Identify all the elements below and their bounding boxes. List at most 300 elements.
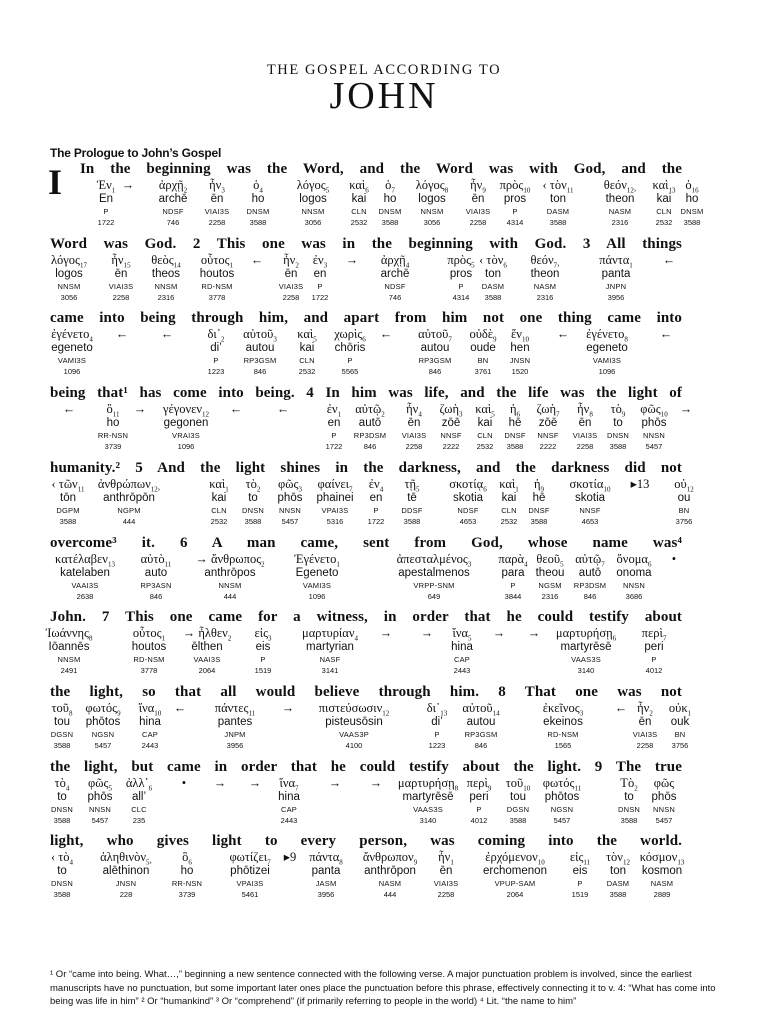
parsing-code: DNSM xyxy=(680,207,704,216)
word-order-number: 7 xyxy=(348,485,353,494)
word-order-number: 16 xyxy=(691,186,699,195)
greek-word: καὶ$_1$ xyxy=(499,476,519,494)
strongs-number: 2064 xyxy=(198,666,216,676)
transliteration: pantes xyxy=(217,715,253,728)
parsing-code: CLN xyxy=(211,505,227,515)
greek-word: ἐκεῖνος$_3$ xyxy=(542,700,584,718)
greek-word: φῶς$_5$ xyxy=(88,775,112,793)
parsing-code: DASM xyxy=(546,207,570,216)
word-order-number: 14 xyxy=(173,261,181,270)
greek-word: ὁ$_7$ xyxy=(385,178,395,195)
transliteration: En xyxy=(98,193,114,205)
parsing-code: P xyxy=(651,655,657,665)
parsing-code: VRAI3S xyxy=(172,431,200,441)
transliteration: to xyxy=(57,790,67,803)
strongs-number: 3956 xyxy=(226,740,244,750)
strongs-number: 1722 xyxy=(367,516,385,526)
greek-word: λόγος$_8$ xyxy=(415,178,449,195)
word-order-number: 2 xyxy=(227,634,232,643)
transliteration: apestalmenos xyxy=(398,566,470,579)
transliteration: kai xyxy=(299,342,315,355)
greek-word: θεὸς$_{14}$ xyxy=(151,252,181,270)
parsing-code: P xyxy=(260,655,266,665)
greek-word: ← xyxy=(276,402,290,417)
strongs-number: 3756 xyxy=(675,516,693,526)
greek-word: θεοῦ$_5$ xyxy=(536,551,564,568)
strongs-number: 3761 xyxy=(474,367,492,377)
transliteration: anthrōpon xyxy=(364,865,416,878)
parsing-code: NASM xyxy=(533,281,557,291)
strongs-number: 2258 xyxy=(636,740,654,750)
strongs-number: 3588 xyxy=(683,218,701,227)
greek-word: αὐτοῦ$_3$ xyxy=(243,327,277,344)
transliteration: phōs xyxy=(641,417,667,430)
word-order-number: 9 xyxy=(487,784,492,793)
greek-word: → xyxy=(328,775,342,790)
transliteration: pros xyxy=(503,193,527,205)
greek-word: καὶ$_5$ xyxy=(475,402,495,419)
greek-word: οὐκ$_1$ xyxy=(668,700,692,718)
greek-word: ἵνα$_{10}$ xyxy=(138,700,162,718)
interlinear-line xyxy=(45,608,682,682)
greek-word: → xyxy=(379,626,393,641)
parsing-code: RR-NSN xyxy=(97,431,129,441)
strongs-number: 3739 xyxy=(178,890,196,900)
strongs-number: 235 xyxy=(132,815,146,825)
greek-word: τὸ$_2$ xyxy=(245,476,261,494)
transliteration: gegonen xyxy=(163,417,209,430)
section-heading: The Prologue to John’s Gospel xyxy=(50,146,222,160)
transliteration: en xyxy=(369,491,383,504)
word-order-number: 13 xyxy=(668,186,676,195)
greek-word: οὗτος$_1$ xyxy=(200,252,234,270)
transliteration: autou xyxy=(420,342,450,355)
english-line: being that¹ has come into being. 4 In him was life, and the life was the light of xyxy=(50,385,682,402)
strongs-number: 3844 xyxy=(504,591,522,601)
word-order-number: 7 xyxy=(267,858,271,867)
greek-word: Ἐγένετο$_1$ xyxy=(294,551,340,568)
word-order-number: 4 xyxy=(354,634,359,643)
parsing-code: CAP xyxy=(453,655,471,665)
transliteration: to xyxy=(613,417,623,430)
strongs-number: 3056 xyxy=(60,292,78,302)
word-order-number: 10 xyxy=(603,485,611,494)
greek-word: → xyxy=(213,775,227,790)
parsing-code: DNSN xyxy=(617,804,641,814)
english-line: the light, but came in order that he could testify about the light. 9 The true xyxy=(50,758,682,775)
strongs-number: 2443 xyxy=(280,815,298,825)
transliteration: Iōannēs xyxy=(48,641,90,654)
transliteration: hina xyxy=(139,715,161,728)
greek-word: καὶ$_5$ xyxy=(297,327,317,344)
strongs-number: 3588 xyxy=(381,218,399,227)
transliteration: to xyxy=(57,865,67,878)
greek-word: ὄνομα$_6$ xyxy=(616,551,652,568)
parsing-code: CAP xyxy=(141,729,159,739)
strongs-number: 846 xyxy=(583,591,597,601)
word-order-number: 1 xyxy=(450,858,454,867)
strongs-number: 3588 xyxy=(53,815,71,825)
word-order-number: 10 xyxy=(523,186,531,195)
interlinear-line xyxy=(80,160,704,234)
transliteration: phōtos xyxy=(85,715,121,728)
parsing-code: P xyxy=(317,281,323,291)
strongs-number: 2258 xyxy=(282,292,300,302)
greek-word: ‹ τὸ$_4$ xyxy=(50,850,74,867)
strongs-number: 5457 xyxy=(645,442,663,452)
greek-word: ← xyxy=(115,327,129,342)
word-order-number: 2 xyxy=(295,261,299,270)
parsing-code: NNSM xyxy=(154,281,178,291)
parsing-code: P xyxy=(331,431,337,441)
word-order-number: 8 xyxy=(444,186,449,195)
parsing-code: NNSM xyxy=(420,207,444,216)
greek-word: $\delta\iota᾽_2$ xyxy=(207,327,225,344)
greek-word: ἀπεσταλμένος$_3$ xyxy=(396,551,472,568)
strongs-number: 2222 xyxy=(442,442,460,452)
greek-word: Ἰωάννης$_8$ xyxy=(45,626,93,643)
parsing-code: JNSN xyxy=(115,879,137,889)
greek-word: ἡ$_9$ xyxy=(533,476,545,494)
strongs-number: 1519 xyxy=(254,666,272,676)
greek-word: ἦν$_4$ xyxy=(406,402,422,419)
word-order-number: 10 xyxy=(660,410,668,419)
parsing-code: JNPN xyxy=(605,281,627,291)
parsing-code: NNSF xyxy=(579,505,601,515)
transliteration: houtos xyxy=(199,267,235,280)
greek-word: καὶ$_{13}$ xyxy=(652,178,676,195)
word-order-number: 11 xyxy=(574,784,582,793)
greek-word: ‹ τὸν$_6$ xyxy=(479,252,507,270)
word-order-number: 5 xyxy=(313,335,317,344)
greek-word: → xyxy=(420,626,434,641)
strongs-number: 2258 xyxy=(405,442,423,452)
greek-word: ἦν$_2$ xyxy=(637,700,653,718)
word-order-number: 6 xyxy=(483,485,487,494)
parsing-code: DGPM xyxy=(56,505,80,515)
greek-word: φωτός$_9$ xyxy=(85,700,121,718)
interlinear-line xyxy=(50,534,682,608)
parsing-code: NGSM xyxy=(538,580,562,590)
transliteration: auto xyxy=(144,566,168,579)
transliteration: hina xyxy=(451,641,473,654)
transliteration: theos xyxy=(151,267,181,280)
strongs-number: 1722 xyxy=(325,442,343,452)
transliteration: ēn xyxy=(407,417,421,430)
word-order-number: 1 xyxy=(225,485,229,494)
strongs-number: 4012 xyxy=(470,815,488,825)
transliteration: autou xyxy=(245,342,275,355)
strongs-number: 3140 xyxy=(577,666,595,676)
parsing-code: DNSM xyxy=(378,207,402,216)
word-order-number: 11 xyxy=(77,485,85,494)
greek-word: ‹ τῶν$_{11}$ xyxy=(51,476,85,494)
transliteration: phainei xyxy=(316,491,354,504)
word-order-number: 5 xyxy=(468,634,472,643)
strongs-number: 2532 xyxy=(298,367,316,377)
english-line: Word was God. 2 This one was in the beginning with God. 3 All things xyxy=(50,235,682,252)
parsing-code: NNSN xyxy=(278,505,302,515)
strongs-number: 3588 xyxy=(530,516,548,526)
strongs-number: 649 xyxy=(427,591,441,601)
greek-word: γέγονεν$_{12}$ xyxy=(162,402,210,419)
transliteration: tōn xyxy=(60,491,76,504)
parsing-code: DNSN xyxy=(50,804,74,814)
greek-word: αὐτοῦ$_7$ xyxy=(418,327,452,344)
greek-word: ὁ$_4$ xyxy=(253,178,263,195)
strongs-number: 2316 xyxy=(536,292,554,302)
transliteration: logos xyxy=(299,193,327,205)
parsing-code: VIAI3S xyxy=(108,281,134,291)
transliteration: skotia xyxy=(452,491,484,504)
strongs-number: 3739 xyxy=(104,442,122,452)
strongs-number: 2532 xyxy=(655,218,673,227)
parsing-code: CAP xyxy=(280,804,298,814)
parsing-code: RP3DSM xyxy=(573,580,607,590)
word-order-number: 13 xyxy=(677,858,685,867)
parsing-code: P xyxy=(458,281,464,291)
transliteration: phōtos xyxy=(544,790,580,803)
transliteration: peri xyxy=(469,790,489,803)
transliteration: kai xyxy=(477,417,493,430)
transliteration: martyrēsē xyxy=(560,641,612,654)
transliteration: kai xyxy=(211,491,227,504)
transliteration: zōē xyxy=(538,417,558,430)
greek-word: → xyxy=(679,402,693,417)
strongs-number: 1520 xyxy=(511,367,529,377)
strongs-number: 3956 xyxy=(317,890,335,900)
transliteration: kai xyxy=(351,193,367,205)
word-order-number: 6 xyxy=(647,560,652,568)
word-order-number: 4 xyxy=(418,410,422,419)
greek-word: → xyxy=(345,252,359,267)
transliteration: oude xyxy=(470,342,496,355)
greek-word: ζωὴ$_3$ xyxy=(439,402,463,419)
transliteration: anthrōpos xyxy=(204,566,256,579)
parsing-code: NNSN xyxy=(88,804,112,814)
word-order-number: 8 xyxy=(589,410,593,419)
transliteration: skotia xyxy=(574,491,606,504)
parsing-code: VPAI3S xyxy=(321,505,349,515)
transliteration: ton xyxy=(550,193,566,205)
greek-word: ἦν$_8$ xyxy=(577,402,593,419)
parsing-code: DNSF xyxy=(504,431,526,441)
parsing-code: RP3ASN xyxy=(140,580,172,590)
greek-word: ἀνθρώπων$_{12›}$ xyxy=(97,476,161,494)
transliteration: panta xyxy=(601,267,631,280)
greek-word: ἄνθρωπον$_9$ xyxy=(362,850,418,867)
strongs-number: 5457 xyxy=(655,815,673,825)
greek-word: φῶς xyxy=(653,775,675,790)
greek-word: → xyxy=(492,626,506,641)
word-order-number: 17 xyxy=(80,261,88,270)
strongs-number: 3956 xyxy=(607,292,625,302)
parsing-code: VIAI3S xyxy=(401,431,427,441)
parsing-code: RD-NSM xyxy=(547,729,579,739)
strongs-number: 3588 xyxy=(403,516,421,526)
parsing-code: VAMI3S xyxy=(592,356,622,366)
transliteration: to xyxy=(248,491,258,504)
parsing-code: BN xyxy=(477,356,489,366)
transliteration: erchomenon xyxy=(483,865,547,878)
parsing-code: NGPM xyxy=(117,505,141,515)
word-order-number: 11 xyxy=(566,186,574,195)
word-order-number: 1 xyxy=(161,634,166,643)
strongs-number: 444 xyxy=(383,890,397,900)
word-order-number: 2 xyxy=(183,186,188,195)
greek-word: αὐτοῦ$_{14}$ xyxy=(462,700,500,718)
greek-word: σκοτία$_{10}$ xyxy=(569,476,611,494)
greek-word: ἐν$_1$ xyxy=(326,402,342,419)
strongs-number: 1722 xyxy=(97,218,115,227)
word-order-number: 5 xyxy=(416,485,420,494)
greek-word: λόγος$_{17}$ xyxy=(50,252,88,270)
strongs-number: 1096 xyxy=(177,442,195,452)
greek-word: → xyxy=(133,402,147,417)
greek-word: φῶς$_3$ xyxy=(278,476,302,494)
parsing-code: RP3GSM xyxy=(464,729,498,739)
strongs-number: 228 xyxy=(119,890,133,900)
transliteration: hē xyxy=(508,417,522,430)
strongs-number: 3778 xyxy=(140,666,158,676)
greek-word: αὐτῷ$_7$ xyxy=(575,551,605,568)
strongs-number: 3588 xyxy=(609,890,627,900)
word-order-number: 7 xyxy=(391,186,395,195)
strongs-number: 3056 xyxy=(423,218,441,227)
greek-word: πάντα$_8$ xyxy=(309,850,343,867)
transliteration: ton xyxy=(610,865,626,878)
strongs-number: 2491 xyxy=(60,666,78,676)
greek-word: ← xyxy=(62,402,76,417)
strongs-number: 3588 xyxy=(509,815,527,825)
greek-word: παρὰ$_4$ xyxy=(498,551,528,568)
transliteration: pros xyxy=(449,267,473,280)
greek-word: μαρτυρίαν$_4$ xyxy=(301,626,359,643)
word-order-number: 1 xyxy=(515,485,519,494)
strongs-number: 846 xyxy=(253,367,267,377)
greek-word: φῶς$_{10}$ xyxy=(640,402,668,419)
transliteration: en xyxy=(313,267,327,280)
transliteration: theon xyxy=(605,193,635,205)
parsing-code: VAAI3S xyxy=(71,580,99,590)
greek-word: ὃ$_6$ xyxy=(182,850,192,867)
word-order-number: 7› xyxy=(553,261,560,270)
word-order-number: 9 xyxy=(117,709,121,718)
strongs-number: 2316 xyxy=(611,218,629,227)
transliteration: anthrōpōn xyxy=(103,491,155,504)
word-order-number: 1 xyxy=(111,186,116,195)
greek-word: • xyxy=(671,551,677,566)
parsing-code: VIAI3S xyxy=(572,431,598,441)
word-order-number: 10 xyxy=(523,784,531,793)
word-order-number: 4 xyxy=(89,335,93,344)
word-order-number: 10 xyxy=(521,335,529,344)
strongs-number: 1223 xyxy=(207,367,225,377)
word-order-number: 12› xyxy=(150,485,161,494)
parsing-code: NDSF xyxy=(384,281,406,291)
parsing-code: VRPP-SNM xyxy=(413,580,455,590)
transliteration: ēn xyxy=(114,267,128,280)
greek-word: τὸ$_9$ xyxy=(610,402,626,419)
footnotes: ¹ Or “came into being. What…,” beginning a new sentence connected with the following verse. A major punctuation problem is involved, since the earliest manuscripts have no punctuation, but some important later ones place the punctuation before this phrase, effectively connecting it to v. 4: “What has come into being was life in him” ² Or “humankind” ³ Or “comprehend” (if primarily referring to people in the world) ⁴ Lit. “the name to him” xyxy=(50,969,716,1007)
parsing-code: RP3DSM xyxy=(353,431,387,441)
word-order-number: 4 xyxy=(69,858,74,867)
transliteration: tou xyxy=(54,715,70,728)
parsing-code: NDSF xyxy=(457,505,479,515)
greek-word: περὶ$_9$ xyxy=(466,775,492,793)
word-order-number: 8 xyxy=(624,335,628,344)
word-order-number: 7 xyxy=(662,634,667,643)
english-line: In the beginning was the Word, and the Word was with God, and the xyxy=(80,161,682,177)
word-order-number: 6 xyxy=(516,410,521,419)
strongs-number: 1519 xyxy=(571,890,589,900)
transliteration: ēn xyxy=(471,193,485,205)
word-order-number: 2 xyxy=(261,560,265,568)
parsing-code: NASM xyxy=(650,879,674,889)
parsing-code: VAMI3S xyxy=(302,580,332,590)
book-kicker: THE GOSPEL ACCORDING TO xyxy=(266,62,502,78)
greek-word: ἀληθινὸν$_{5›}$ xyxy=(100,850,152,867)
parsing-code: DNSM xyxy=(246,207,270,216)
strongs-number: 2258 xyxy=(112,292,130,302)
greek-word: ζωὴ$_7$ xyxy=(536,402,560,419)
word-order-number: 4 xyxy=(259,186,263,195)
transliteration: ho xyxy=(685,193,699,205)
transliteration: chōris xyxy=(334,342,366,355)
parsing-code: DNSN xyxy=(50,879,74,889)
transliteration: ēn xyxy=(210,193,224,205)
parsing-code: P xyxy=(476,804,482,814)
strongs-number: 3140 xyxy=(419,815,437,825)
strongs-number: 4314 xyxy=(506,218,524,227)
parsing-code: NNSM xyxy=(301,207,325,216)
word-order-number: 8 xyxy=(68,709,73,718)
strongs-number: 846 xyxy=(363,442,377,452)
word-order-number: 1 xyxy=(229,261,234,270)
greek-word: μαρτυρήσῃ$_6$ xyxy=(555,626,617,643)
word-order-number: 12 xyxy=(622,858,630,867)
english-line: John. 7 This one came for a witness, in order that he could testify about xyxy=(50,609,682,626)
transliteration: kai xyxy=(501,491,517,504)
interlinear-line xyxy=(50,384,693,458)
word-order-number: 13 xyxy=(107,560,115,568)
english-line: overcome³ it. 6 A man came, sent from God, whose name was⁴ xyxy=(50,534,682,551)
parsing-code: NASM xyxy=(378,879,402,889)
greek-word: ← xyxy=(614,700,628,715)
transliteration: ton xyxy=(485,267,501,280)
word-order-number: 13 xyxy=(440,709,448,718)
strongs-number: 1096 xyxy=(308,591,326,601)
parsing-code: P xyxy=(213,356,219,366)
transliteration: phōs xyxy=(651,790,677,803)
strongs-number: 3056 xyxy=(304,218,322,227)
interlinear-line xyxy=(50,832,685,906)
word-order-number: 4 xyxy=(405,261,410,270)
strongs-number: 2532 xyxy=(500,516,518,526)
parsing-code: NGSN xyxy=(550,804,574,814)
strongs-number: 746 xyxy=(166,218,180,227)
word-order-number: 9 xyxy=(621,410,626,419)
interlinear-line xyxy=(50,459,694,533)
word-order-number: 9 xyxy=(540,485,545,494)
parsing-code: NDSF xyxy=(162,207,184,216)
greek-word: τοῦ$_8$ xyxy=(51,700,73,718)
greek-word: ἐγένετο$_8$ xyxy=(586,327,628,344)
greek-word: τοῦ$_{10}$ xyxy=(505,775,531,793)
parsing-code: NNSN xyxy=(642,431,666,441)
greek-word: ἦν$_3$ xyxy=(209,178,225,195)
parsing-code: NNSM xyxy=(57,655,81,665)
